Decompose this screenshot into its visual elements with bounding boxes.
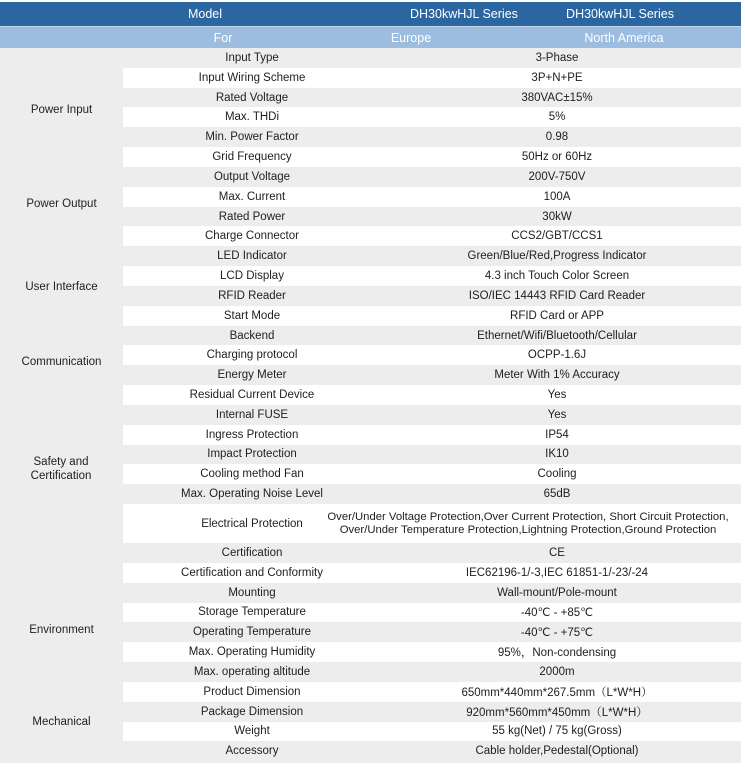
model-na: DH30kwHJL Series	[566, 7, 674, 21]
category-safety-certification: Safety and Certification	[30, 456, 92, 482]
category-power-output: Power Output	[26, 198, 97, 210]
spec-value: OCPP-1.6J	[527, 349, 587, 362]
spec-value: Yes	[547, 388, 567, 401]
spec-value: 380VAC±15%	[521, 91, 593, 104]
spec-value: Green/Blue/Red,Progress Indicator	[467, 250, 647, 263]
spec-row	[123, 583, 741, 603]
spec-name: Electrical Protection	[201, 517, 303, 530]
spec-name: Energy Meter	[217, 369, 287, 382]
spec-row	[123, 603, 741, 623]
spec-name: Min. Power Factor	[205, 131, 299, 144]
spec-row	[123, 464, 741, 484]
spec-row	[123, 48, 741, 68]
spec-row	[123, 642, 741, 662]
spec-name: LED Indicator	[217, 250, 287, 263]
spec-row	[123, 286, 741, 306]
spec-name: Impact Protection	[207, 448, 297, 461]
spec-name: LCD Display	[220, 270, 284, 283]
spec-value: Yes	[547, 408, 567, 421]
spec-name: Certification and Conformity	[181, 566, 323, 579]
spec-value: 650mm*440mm*267.5mm（L*W*H）	[461, 686, 653, 699]
spec-value: IEC62196-1/-3,IEC 61851-1/-23/-24	[465, 566, 649, 579]
spec-value: ISO/IEC 14443 RFID Card Reader	[468, 289, 646, 302]
spec-name: Rated Voltage	[215, 91, 289, 104]
spec-row	[123, 167, 741, 187]
spec-value: 5%	[548, 111, 566, 124]
spec-name: Max. THDi	[224, 111, 280, 124]
spec-value: Cable holder,Pedestal(Optional)	[475, 745, 639, 758]
category-mechanical: Mechanical	[32, 716, 91, 728]
spec-value: 200V-750V	[528, 170, 586, 183]
spec-name: Max. operating altitude	[193, 665, 311, 678]
for-label: For	[213, 30, 233, 45]
spec-row	[123, 662, 741, 682]
spec-row	[123, 88, 741, 108]
spec-name: Max. Operating Noise Level	[181, 488, 323, 501]
spec-name: Charging protocol	[206, 349, 298, 362]
spec-body	[0, 48, 741, 763]
category-environment: Environment	[29, 624, 94, 636]
spec-row	[123, 326, 741, 346]
spec-value: 4.3 inch Touch Color Screen	[484, 270, 630, 283]
spec-row	[123, 504, 741, 543]
spec-value: 95%，Non-condensing	[497, 647, 617, 660]
spec-value: RFID Card or APP	[510, 309, 604, 322]
spec-row	[123, 445, 741, 465]
spec-row	[123, 741, 741, 761]
spec-row	[123, 187, 741, 207]
spec-value: Ethernet/Wifi/Bluetooth/Cellular	[477, 329, 637, 342]
spec-name: Output Voltage	[213, 170, 291, 183]
spec-value: 55 kg(Net) / 75 kg(Gross)	[492, 725, 622, 738]
spec-name: Residual Current Device	[189, 388, 315, 401]
spec-value: 3P+N+PE	[531, 71, 583, 84]
spec-table	[0, 2, 741, 763]
category-power-input: Power Input	[30, 104, 93, 116]
spec-row	[123, 484, 741, 504]
spec-row	[123, 543, 741, 563]
spec-value: Meter With 1% Accuracy	[494, 369, 620, 382]
spec-value: 920mm*560mm*450mm（L*W*H）	[466, 706, 648, 719]
spec-row	[123, 147, 741, 167]
spec-value: Wall-mount/Pole-mount	[497, 586, 617, 599]
region-na: North America	[584, 30, 664, 45]
spec-name: Cooling method Fan	[200, 468, 304, 481]
spec-value: -40℃ - +85℃	[520, 607, 594, 620]
spec-row	[123, 682, 741, 702]
spec-name: Mounting	[228, 586, 276, 599]
model-header-row: Model DH30kwHJL Series DH30kwHJL Series	[0, 2, 741, 26]
spec-name: Internal FUSE	[215, 408, 289, 421]
spec-row	[123, 306, 741, 326]
spec-name: Accessory	[225, 745, 279, 758]
spec-value: 100A	[543, 190, 571, 203]
spec-name: RFID Reader	[218, 289, 286, 302]
spec-name: Package Dimension	[200, 705, 304, 718]
spec-row	[123, 68, 741, 88]
spec-value: 0.98	[545, 131, 569, 144]
spec-name: Input Type	[225, 51, 279, 64]
spec-row	[123, 405, 741, 425]
spec-name: Rated Power	[218, 210, 286, 223]
spec-row	[123, 425, 741, 445]
spec-name: Start Mode	[223, 309, 281, 322]
spec-row	[123, 702, 741, 722]
spec-name: Ingress Protection	[205, 428, 299, 441]
spec-name: Charge Connector	[205, 230, 299, 243]
spec-value: 65dB	[543, 488, 571, 501]
spec-row	[123, 127, 741, 147]
category-communication: Communication	[21, 356, 102, 368]
region-eu: Europe	[390, 30, 432, 45]
spec-rows	[123, 48, 741, 761]
model-label: Model	[187, 7, 223, 21]
spec-name: Backend	[229, 329, 275, 342]
spec-name: Certification	[221, 546, 283, 559]
spec-name: Input Wiring Scheme	[198, 71, 306, 84]
spec-value: IK10	[545, 448, 569, 461]
spec-name: Operating Temperature	[192, 626, 312, 639]
spec-name: Grid Frequency	[212, 151, 292, 164]
category-user-interface: User Interface	[25, 281, 98, 293]
spec-value: 30kW	[542, 210, 572, 223]
spec-name: Max. Operating Humidity	[188, 646, 316, 659]
region-header-row	[0, 26, 741, 48]
spec-value: 50Hz or 60Hz	[521, 151, 593, 164]
spec-row	[123, 722, 741, 742]
spec-name: Max. Current	[218, 190, 286, 203]
spec-row	[123, 365, 741, 385]
spec-value: CE	[549, 546, 565, 559]
spec-name: Weight	[234, 725, 270, 738]
spec-row	[123, 246, 741, 266]
spec-name: Storage Temperature	[198, 606, 306, 619]
spec-row	[123, 622, 741, 642]
spec-row	[123, 563, 741, 583]
spec-value: Over/Under Voltage Protection,Over Current Protection, Short Circuit Protection, Over/Under Temperature Protection,Lightning Protection,Ground Protection	[327, 510, 729, 536]
category-column	[0, 48, 123, 763]
spec-value: 2000m	[539, 665, 575, 678]
spec-row	[123, 107, 741, 127]
spec-row	[123, 385, 741, 405]
spec-value: -40℃ - +75℃	[520, 627, 594, 640]
spec-value: CCS2/GBT/CCS1	[511, 230, 603, 243]
spec-row	[123, 266, 741, 286]
spec-value: Cooling	[537, 468, 577, 481]
spec-row	[123, 207, 741, 227]
spec-row	[123, 226, 741, 246]
spec-name: Product Dimension	[203, 685, 301, 698]
spec-value: 3-Phase	[535, 51, 579, 64]
spec-value: IP54	[545, 428, 569, 441]
spec-row	[123, 345, 741, 365]
